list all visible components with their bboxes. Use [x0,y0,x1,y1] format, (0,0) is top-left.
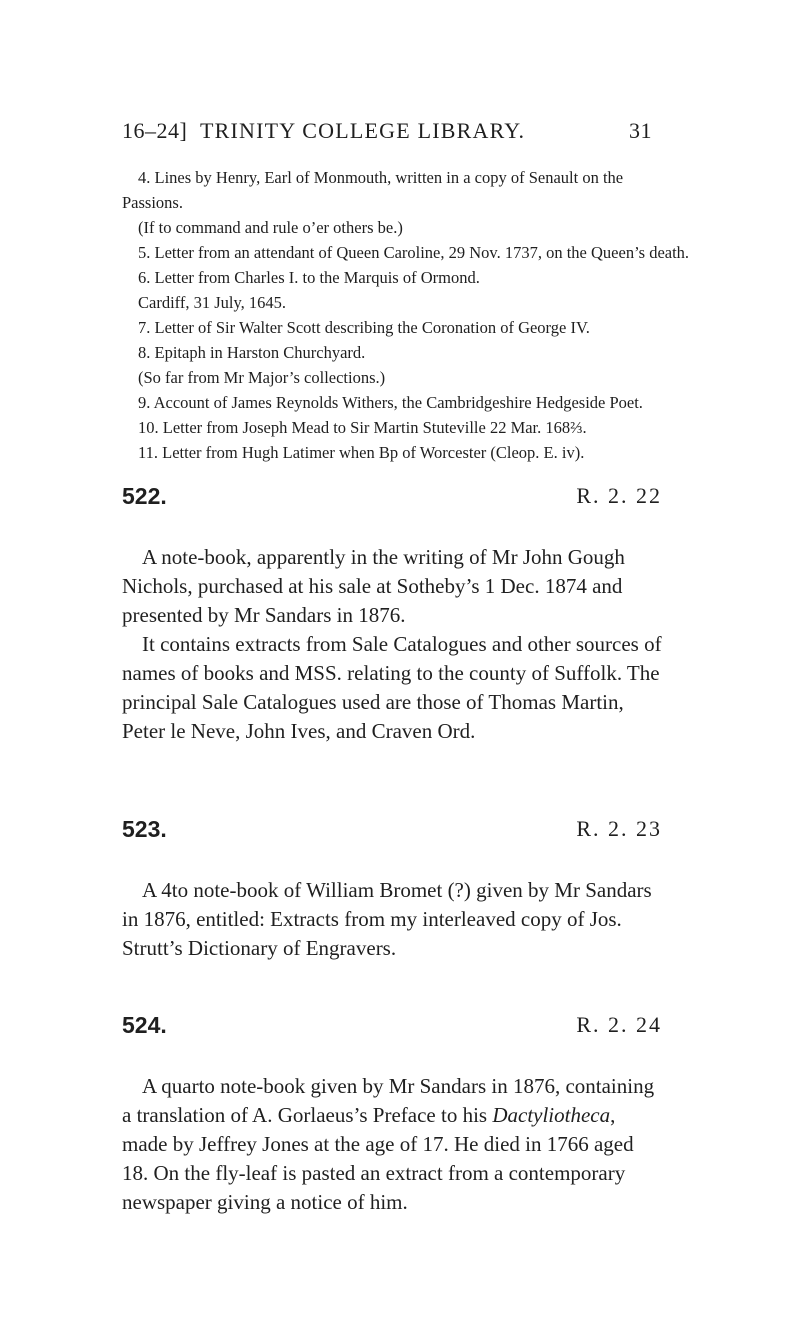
list-item: 7. Letter of Sir Walter Scott describing the Coronation of George IV. [138,318,590,337]
list-item: 6. Letter from Charles I. to the Marquis of Ormond. [138,268,480,287]
shelf-mark: R. 2. 24 [576,1012,662,1037]
list-item: 4. Lines by Henry, Earl of Monmouth, written in a copy of Senault on the [138,168,624,187]
library-title: TRINITY COLLEGE LIBRARY. [200,118,526,143]
description-paragraph: A 4to note-book of William Bromet (?) given by Mr Sandars in 1876, entitled: Extracts from my interleaved copy of Jos. Strutt’s Dictionary of Engravers. [122,878,652,960]
description-text: A quarto note-book given by Mr Sandars in 1876, containing a translation of A. Gorlaeus’s Preface to his [122,1074,655,1127]
list-item: 5. Letter from an attendant of Queen Caroline, 29 Nov. 1737, on the Queen’s death. [138,243,690,262]
list-item: 9. Account of James Reynolds Withers, the Cambridgeshire Hedgeside Poet. [138,393,643,412]
list-item: 10. Letter from Joseph Mead to Sir Martin Stuteville 22 Mar. 168⅔. [138,418,587,437]
entry-range: 16–24] [122,118,188,143]
page-number: 31 [629,118,652,143]
entry-number: 523. [122,816,167,842]
entry-number: 524. [122,1012,167,1038]
list-item: Passions. [122,193,183,212]
book-title: Dactyliotheca [492,1103,611,1127]
description-paragraph [122,1072,662,1217]
shelf-mark: R. 2. 22 [576,483,662,508]
description-text: , made by Jeffrey Jones at the age of 17. He died in 1766 aged 18. On the fly-leaf is pasted an extract from a contemporary newspaper giving a notice of him. [122,1103,634,1214]
entry-description [122,1072,662,1217]
list-item: (So far from Mr Major’s collections.) [138,368,386,387]
description-paragraph: A note-book, apparently in the writing of Mr John Gough Nichols, purchased at his sale at Sotheby’s 1 Dec. 1874 and presented by Mr Sandars in 1876. [122,545,625,627]
list-item: 8. Epitaph in Harston Churchyard. [138,343,366,362]
entry-description [122,543,662,746]
list-item: 11. Letter from Hugh Latimer when Bp of Worcester (Cleop. E. iv). [138,443,585,462]
list-item: (If to command and rule o’er others be.) [138,218,403,237]
description-paragraph: It contains extracts from Sale Catalogues and other sources of names of books and MSS. relating to the county of Suffolk. The principal Sale Catalogues used are those of Thomas Martin, Peter le Neve, John Ives, and Craven Ord. [122,632,662,743]
contents-list [122,165,690,465]
shelf-mark: R. 2. 23 [576,816,662,841]
entry-description [122,876,662,963]
list-item: Cardiff, 31 July, 1645. [138,293,287,312]
entry-number: 522. [122,483,167,509]
